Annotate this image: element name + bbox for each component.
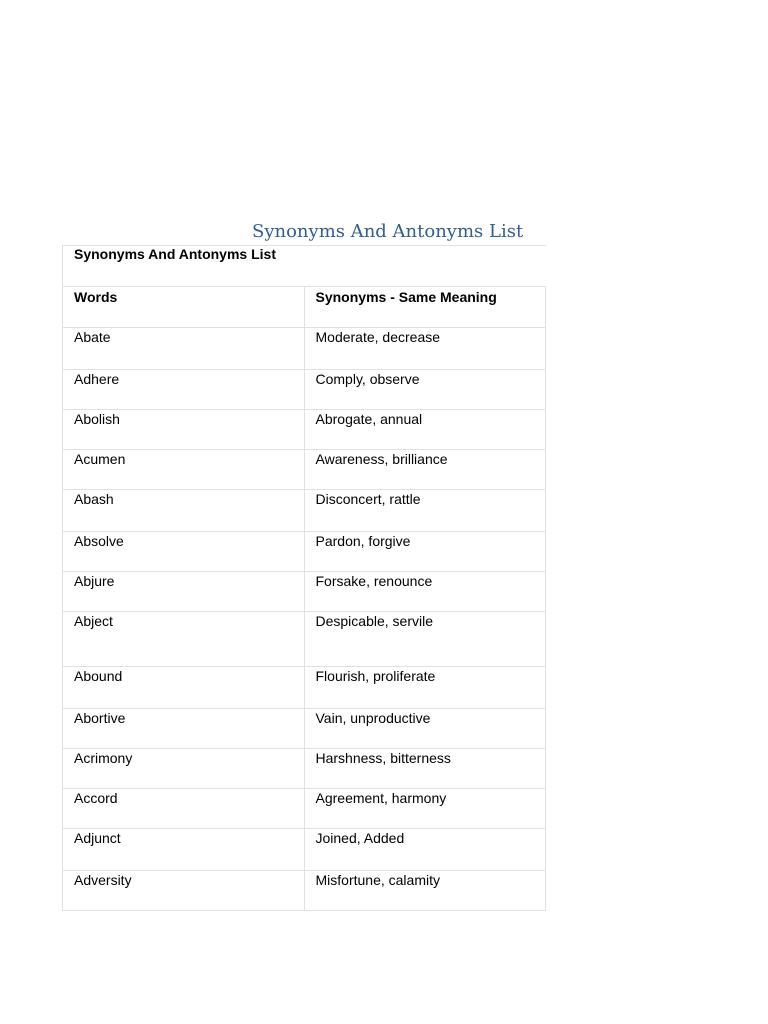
synonym-cell [304,572,546,612]
word-text: Absolve [74,533,124,549]
word-text: Abound [74,668,123,684]
synonym-cell [304,749,546,789]
synonym-cell [304,370,546,410]
word-text: Adversity [74,872,132,888]
word-text: Abash [74,491,114,507]
word-cell [63,612,305,667]
table-caption: Synonyms And Antonyms List [63,246,546,287]
table-row [63,490,546,532]
synonym-cell [304,410,546,450]
column-header-words: Words [63,287,305,328]
word-text: Abject [74,613,113,629]
word-cell [63,410,305,450]
synonym-text: Awareness, brilliance [315,451,448,467]
table-row [63,572,546,612]
synonym-cell [304,612,546,667]
synonyms-table [62,245,546,911]
word-text: Abate [74,329,111,345]
synonym-text: Misfortune, calamity [315,872,440,888]
table-caption-row [63,246,546,287]
word-text: Acrimony [74,750,133,766]
synonym-text: Abrogate, annual [315,411,423,427]
synonym-cell [304,667,546,709]
word-text: Abolish [74,411,120,427]
synonym-cell [304,328,546,370]
table-row [63,829,546,871]
word-cell [63,871,305,911]
synonym-cell [304,829,546,871]
synonym-text: Harshness, bitterness [315,750,451,766]
synonym-text: Pardon, forgive [315,533,411,549]
table-row [63,789,546,829]
word-text: Abortive [74,710,126,726]
table-row [63,532,546,572]
table-row [63,667,546,709]
table-row [63,709,546,749]
synonym-cell [304,490,546,532]
word-cell [63,572,305,612]
synonym-cell [304,450,546,490]
table-header-row [63,287,546,328]
table-row [63,370,546,410]
table-row [63,749,546,789]
word-cell [63,749,305,789]
word-cell [63,532,305,572]
synonym-text: Joined, Added [315,830,405,846]
document-title: Synonyms And Antonyms List [252,221,524,242]
synonym-cell [304,789,546,829]
table-row [63,871,546,911]
word-text: Adhere [74,371,120,387]
synonym-cell [304,871,546,911]
table-row [63,328,546,370]
synonym-text: Moderate, decrease [315,329,441,345]
synonyms-table-container [62,245,546,911]
word-text: Acumen [74,451,126,467]
synonym-text: Despicable, servile [315,613,433,629]
column-header-synonyms: Synonyms - Same Meaning [304,287,546,328]
synonym-cell [304,532,546,572]
word-text: Accord [74,790,118,806]
word-cell [63,709,305,749]
word-cell [63,370,305,410]
word-cell [63,789,305,829]
word-cell [63,667,305,709]
word-text: Abjure [74,573,115,589]
word-cell [63,829,305,871]
word-cell [63,490,305,532]
synonym-cell [304,709,546,749]
synonym-text: Comply, observe [315,371,420,387]
table-row [63,450,546,490]
word-cell [63,328,305,370]
synonym-text: Agreement, harmony [315,790,447,806]
table-row [63,612,546,667]
synonym-text: Vain, unproductive [315,710,431,726]
synonym-text: Disconcert, rattle [315,491,421,507]
word-text: Adjunct [74,830,121,846]
synonym-text: Flourish, proliferate [315,668,436,684]
synonym-text: Forsake, renounce [315,573,433,589]
word-cell [63,450,305,490]
table-row [63,410,546,450]
